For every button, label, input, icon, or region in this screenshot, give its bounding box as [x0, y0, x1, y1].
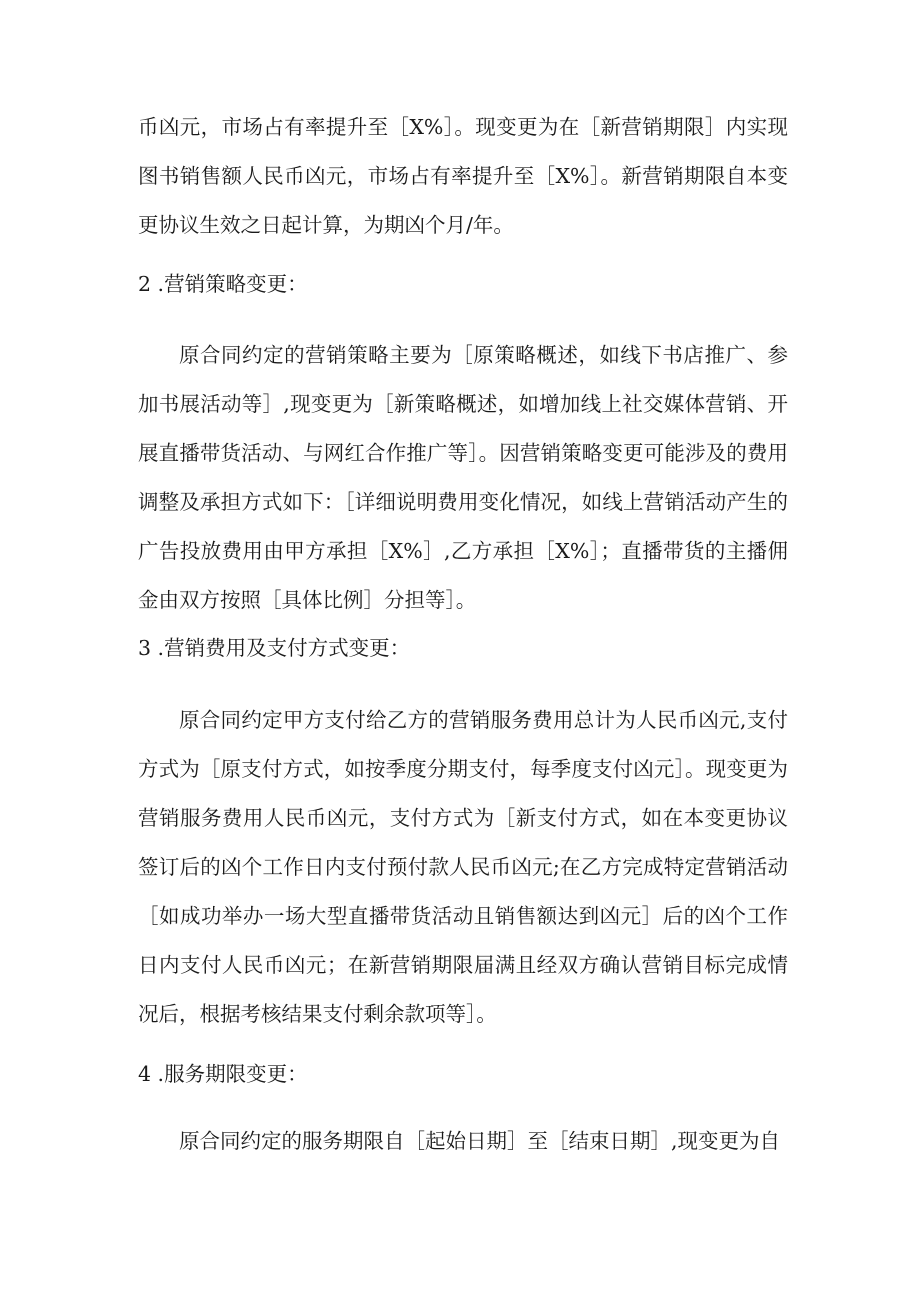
paragraph-marketing-strategy: 原合同约定的营销策略主要为［原策略概述，如线下书店推广、参加书展活动等］,现变更为［新策略概述，如增加线上社交媒体营销、开展直播带货活动、与网红合作推广等］。因营销策略变更可能涉及的费用调整及承担方式如下：［详细说明费用变化情况，如线上营销活动产生的广告投放费用由甲方承担［X%］,乙方承担［X%］；直播带货的主播佣金由双方按照［具体比例］分担等］。	[138, 343, 788, 612]
heading-marketing-fee-change: 3 .营销费用及支付方式变更：	[138, 636, 411, 660]
paragraph-marketing-fee: 原合同约定甲方支付给乙方的营销服务费用总计为人民币凶元,支付方式为［原支付方式，如按季度分期支付，每季度支付凶元］。现变更为营销服务费用人民币凶元，支付方式为［新支付方式，如在本变更协议签订后的凶个工作日内支付预付款人民币凶元;在乙方完成特定营销活动［如成功举办一场大型直播带货活动且销售额达到凶元］后的凶个工作日内支付人民币凶元；在新营销期限届满且经双方确认营销目标完成情况后，根据考核结果支付剩余款项等］。	[138, 708, 788, 1026]
heading-service-period-change: 4 .服务期限变更：	[138, 1062, 308, 1086]
paragraph-sales-target: 币凶元，市场占有率提升至［X%］。现变更为在［新营销期限］内实现图书销售额人民币凶元，市场占有率提升至［X%］。新营销期限自本变更协议生效之日起计算，为期凶个月/年。	[138, 115, 788, 237]
heading-marketing-strategy-change: 2 .营销策略变更：	[138, 272, 308, 296]
paragraph-service-period: 原合同约定的服务期限自［起始日期］至［结束日期］,现变更为自	[179, 1129, 781, 1153]
